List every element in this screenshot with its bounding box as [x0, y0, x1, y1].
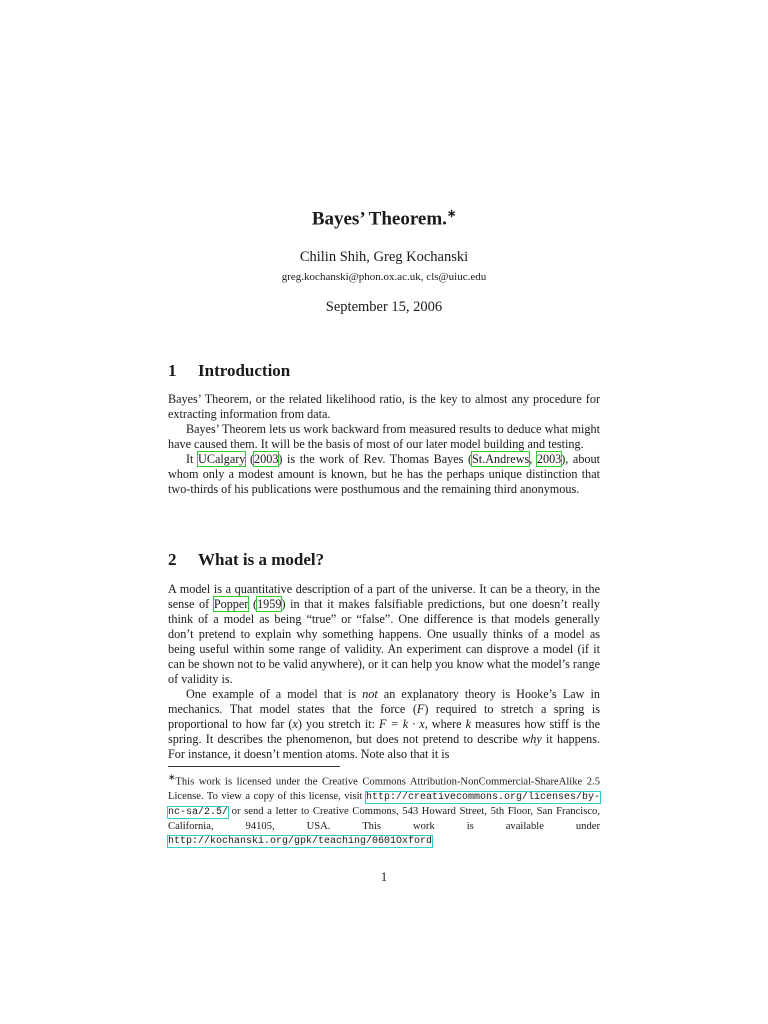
citation-year-link[interactable]: 2003 — [254, 452, 279, 466]
math-variable: F — [416, 702, 425, 716]
text-run: an explanatory theory is Hooke’s Law in mechanics. That model states that the force ( — [168, 687, 600, 716]
text-run: it happens. For instance, it doesn’t mention atoms. Note also that it is — [168, 732, 600, 761]
section-number: 1 — [168, 361, 177, 380]
text-run: , — [529, 452, 537, 466]
emphasis: not — [362, 687, 378, 701]
paper-title — [0, 200, 768, 233]
citation-link-ucalgary[interactable]: UCalgary — [198, 452, 246, 466]
paragraph: Bayes’ Theorem, or the related likelihood ratio, is the key to almost any procedure for extracting information from data. — [168, 392, 600, 421]
section-introduction-body — [168, 392, 600, 497]
section-model — [168, 549, 600, 571]
title-block — [0, 200, 768, 317]
paragraph — [168, 687, 600, 762]
paragraph — [168, 582, 600, 687]
footnote — [168, 770, 600, 849]
text-run: One example of a model that is — [186, 687, 363, 701]
citation-link-standrews[interactable]: St.Andrews — [472, 452, 530, 466]
section-model-body — [168, 582, 600, 762]
text-run: ), about whom only a modest amount is known, but he has the perhaps unique distinction that two-thirds of his publications were posthumous and the remaining third anonymous. — [168, 452, 601, 496]
citation-link-popper[interactable]: Popper — [213, 597, 249, 611]
math-variable: x — [292, 717, 298, 731]
publication-date: September 15, 2006 — [325, 299, 443, 316]
text-run: ) in that it makes falsifiable predictions, but one doesn’t really think of a model as being “true” or “false”. One difference is that models generally don’t pretend to explain why something happens. One usually thinks of a model as being useful within some range of validity. An experiment can disprove a model (if it can be shown not to be valid anywhere), or it can help you know what the model’s range of validity is. — [168, 597, 600, 686]
section-introduction — [168, 360, 600, 382]
math-variable: k — [465, 717, 472, 731]
text-run: It — [186, 452, 199, 466]
text-run: ( — [245, 452, 255, 466]
author-emails: greg.kochanski@phon.ox.ac.uk, cls@uiuc.edu — [281, 271, 487, 284]
section-title: What is a model? — [198, 550, 325, 569]
text-run: ( — [248, 597, 258, 611]
emphasis: why — [522, 732, 542, 746]
section-number: 2 — [168, 550, 177, 569]
license-url-link[interactable]: http://creativecommons.org/licenses/by-nc-sa/2.5/ — [168, 791, 600, 818]
citation-year-link[interactable]: 2003 — [536, 452, 562, 466]
math-formula: F = k · x — [379, 717, 425, 731]
text-run: ) required to stretch a spring is proportional to how far ( — [168, 702, 601, 731]
text-run: A model is a quantitative description of a part of the universe. It can be a theory, in the sense of — [168, 582, 600, 611]
text-run: ) is the work of Rev. Thomas Bayes ( — [278, 452, 473, 466]
section-heading-introduction — [168, 360, 600, 382]
paragraph — [168, 452, 600, 497]
section-heading-model — [168, 549, 600, 571]
text-run: measures how stiff is the spring. It describes the phenomenon, but does not pretend to describe — [168, 717, 600, 746]
text-run: ) you stretch it: — [297, 717, 380, 731]
course-url-link[interactable]: http://kochanski.org/gpk/teaching/0601Oxford — [168, 835, 433, 847]
footnote-mark: ∗ — [168, 772, 176, 782]
title-footnote-mark[interactable]: ∗ — [446, 208, 457, 220]
page-number: 1 — [380, 870, 388, 884]
paper-title-text: Bayes’ Theorem. — [311, 208, 447, 230]
section-title: Introduction — [198, 361, 291, 380]
citation-year-link[interactable]: 1959 — [257, 597, 282, 611]
authors: Chilin Shih, Greg Kochanski — [299, 249, 469, 266]
text-run: This work is licensed under the Creative Commons Attribution-NonCommercial-ShareAlike 2.5 License. To view a copy of this license, visit — [168, 776, 600, 802]
paragraph: Bayes’ Theorem lets us work backward from measured results to deduce what might have caused them. It will be the basis of most of our later model building and testing. — [168, 422, 600, 451]
text-run: or send a letter to Creative Commons, 543 Howard Street, 5th Floor, San Francisco, California, 94105, USA. This work is available under — [168, 805, 600, 832]
text-run: , where — [424, 717, 466, 731]
footnote-rule — [168, 766, 340, 767]
